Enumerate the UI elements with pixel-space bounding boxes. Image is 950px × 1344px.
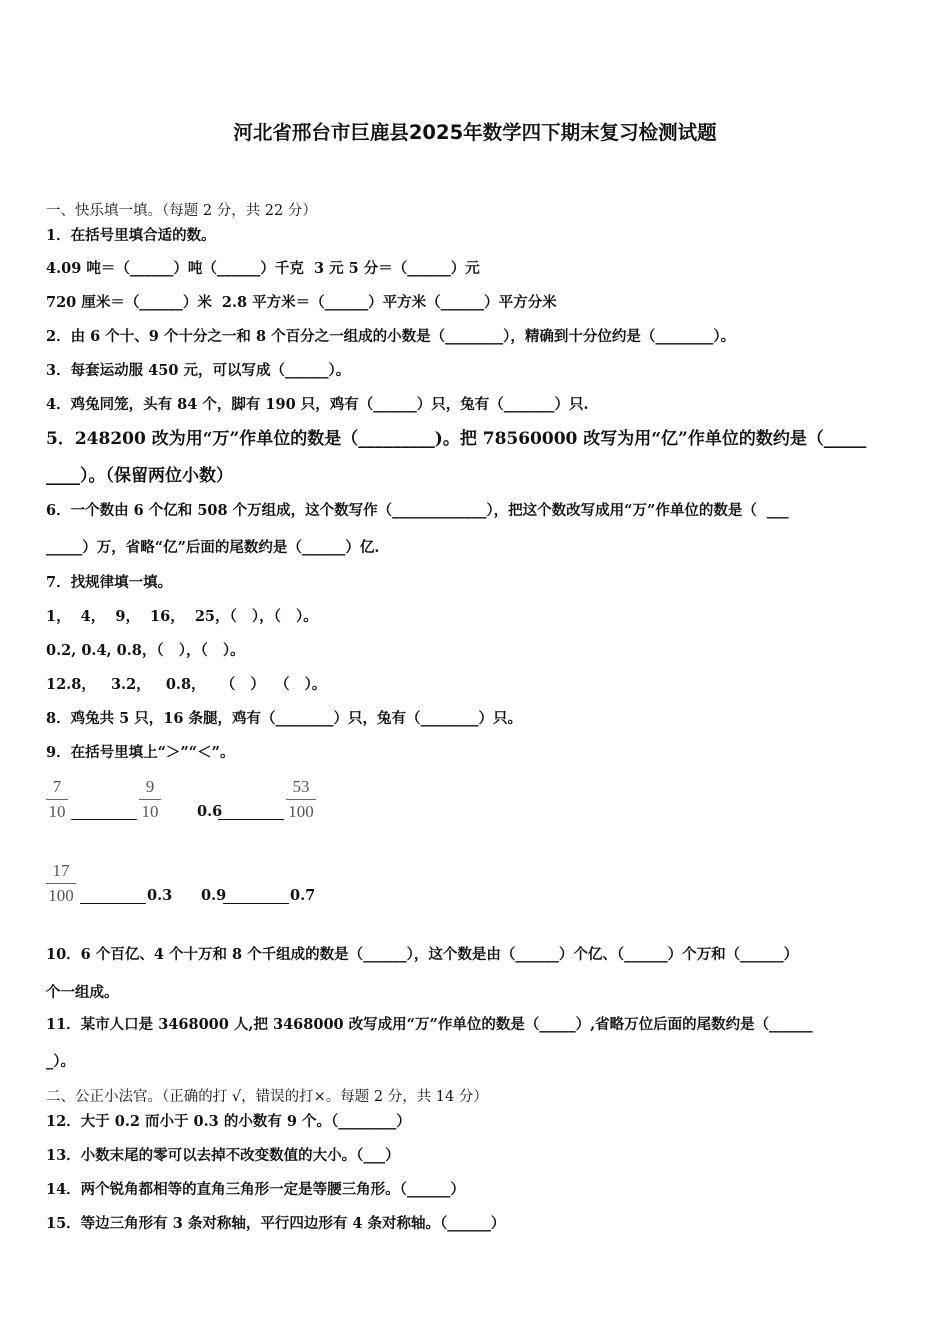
- question-6-line-a: 6．一个数由 6 个亿和 508 个万组成，这个数写作（_____________），把这个数改写成用“万”作单位的数是（ ___: [46, 502, 789, 519]
- fraction-denominator: 10: [141, 802, 159, 821]
- question-5-line-a: 5．248200 改为用“万”作单位的数是（_________)。把 78560000 改写为用“亿”作单位的数约是（_____: [46, 429, 867, 449]
- fraction-53-100: [286, 777, 316, 822]
- question-6-line-b: _____）万，省略“亿”后面的尾数约是（______）亿.: [46, 539, 380, 556]
- answer-blank[interactable]: [218, 819, 284, 820]
- answer-blank[interactable]: [80, 903, 146, 904]
- question-9: 9．在括号里填上“＞”“＜”。: [46, 744, 235, 761]
- question-7-sequence-c: 12.8， 3.2， 0.8， （ ） （ ）。: [46, 676, 327, 693]
- question-8: 8．鸡兔共 5 只，16 条腿，鸡有（________）只，兔有（________）只。: [46, 710, 522, 727]
- question-10-line-b: 个一组成。: [46, 984, 119, 1001]
- section-1-heading: 一、快乐填一填。（每题 2 分，共 22 分）: [46, 203, 317, 219]
- question-14: 14．两个锐角都相等的直角三角形一定是等腰三角形。（______）: [46, 1181, 465, 1198]
- fraction-numerator: 7: [52, 777, 62, 796]
- decimal-0-9: 0.9: [201, 887, 227, 904]
- question-1-line-b: 720 厘米＝（______）米 2.8 平方米＝（______）平方米（______）平方分米: [46, 294, 557, 311]
- section-2-heading: 二、公正小法官。（正确的打 √，错误的打×。每题 2 分，共 14 分）: [46, 1089, 488, 1105]
- answer-blank[interactable]: [71, 819, 137, 820]
- fraction-numerator: 9: [145, 777, 155, 796]
- question-7-sequence-a: 1， 4， 9， 16， 25，（ ），（ ）。: [46, 608, 318, 625]
- question-1: 1．在括号里填合适的数。: [46, 227, 216, 244]
- question-13: 13．小数末尾的零可以去掉不改变数值的大小。（___）: [46, 1147, 400, 1164]
- question-2: 2．由 6 个十、9 个十分之一和 8 个百分之一组成的小数是（________），精确到十分位约是（________）。: [46, 328, 736, 345]
- fraction-denominator: 100: [48, 886, 74, 905]
- fraction-numerator: 53: [292, 777, 310, 796]
- fraction-17-100: [46, 861, 76, 906]
- fraction-9-10: [139, 777, 161, 822]
- fraction-7-10: [46, 777, 68, 822]
- decimal-0-7: 0.7: [290, 887, 316, 904]
- question-10-line-a: 10．6 个百亿、4 个十万和 8 个千组成的数是（______），这个数是由（______）个亿、（______）个万和（______）: [46, 946, 799, 963]
- decimal-0-3: 0.3: [147, 887, 173, 904]
- question-7-sequence-b: 0.2, 0.4, 0.8，（ ），（ ）。: [46, 642, 245, 659]
- question-3: 3．每套运动服 450 元，可以写成（______）。: [46, 362, 351, 379]
- fraction-denominator: 100: [288, 802, 314, 821]
- decimal-0-6: 0.6: [197, 803, 223, 820]
- question-11-line-b: _）。: [46, 1053, 75, 1070]
- question-15: 15．等边三角形有 3 条对称轴，平行四边形有 4 条对称轴。（______）: [46, 1215, 506, 1232]
- question-1-line-a: 4.09 吨＝（______）吨（______）千克 3 元 5 分＝（______）元: [46, 260, 480, 277]
- fraction-numerator: 17: [52, 861, 70, 880]
- question-4: 4．鸡兔同笼，头有 84 个，脚有 190 只，鸡有（______）只，兔有（_______）只.: [46, 396, 589, 413]
- question-11-line-a: 11．某市人口是 3468000 人,把 3468000 改写成用“万”作单位的数是（_____）,省略万位后面的尾数约是（______: [46, 1016, 813, 1033]
- question-7: 7．找规律填一填。: [46, 574, 173, 591]
- fraction-denominator: 10: [48, 802, 66, 821]
- question-5-line-b: ____）。（保留两位小数）: [46, 466, 233, 486]
- question-12: 12．大于 0.2 而小于 0.3 的小数有 9 个。（________）: [46, 1113, 411, 1130]
- page-title: 河北省邢台市巨鹿县2025年数学四下期末复习检测试题: [233, 121, 717, 144]
- answer-blank[interactable]: [223, 903, 289, 904]
